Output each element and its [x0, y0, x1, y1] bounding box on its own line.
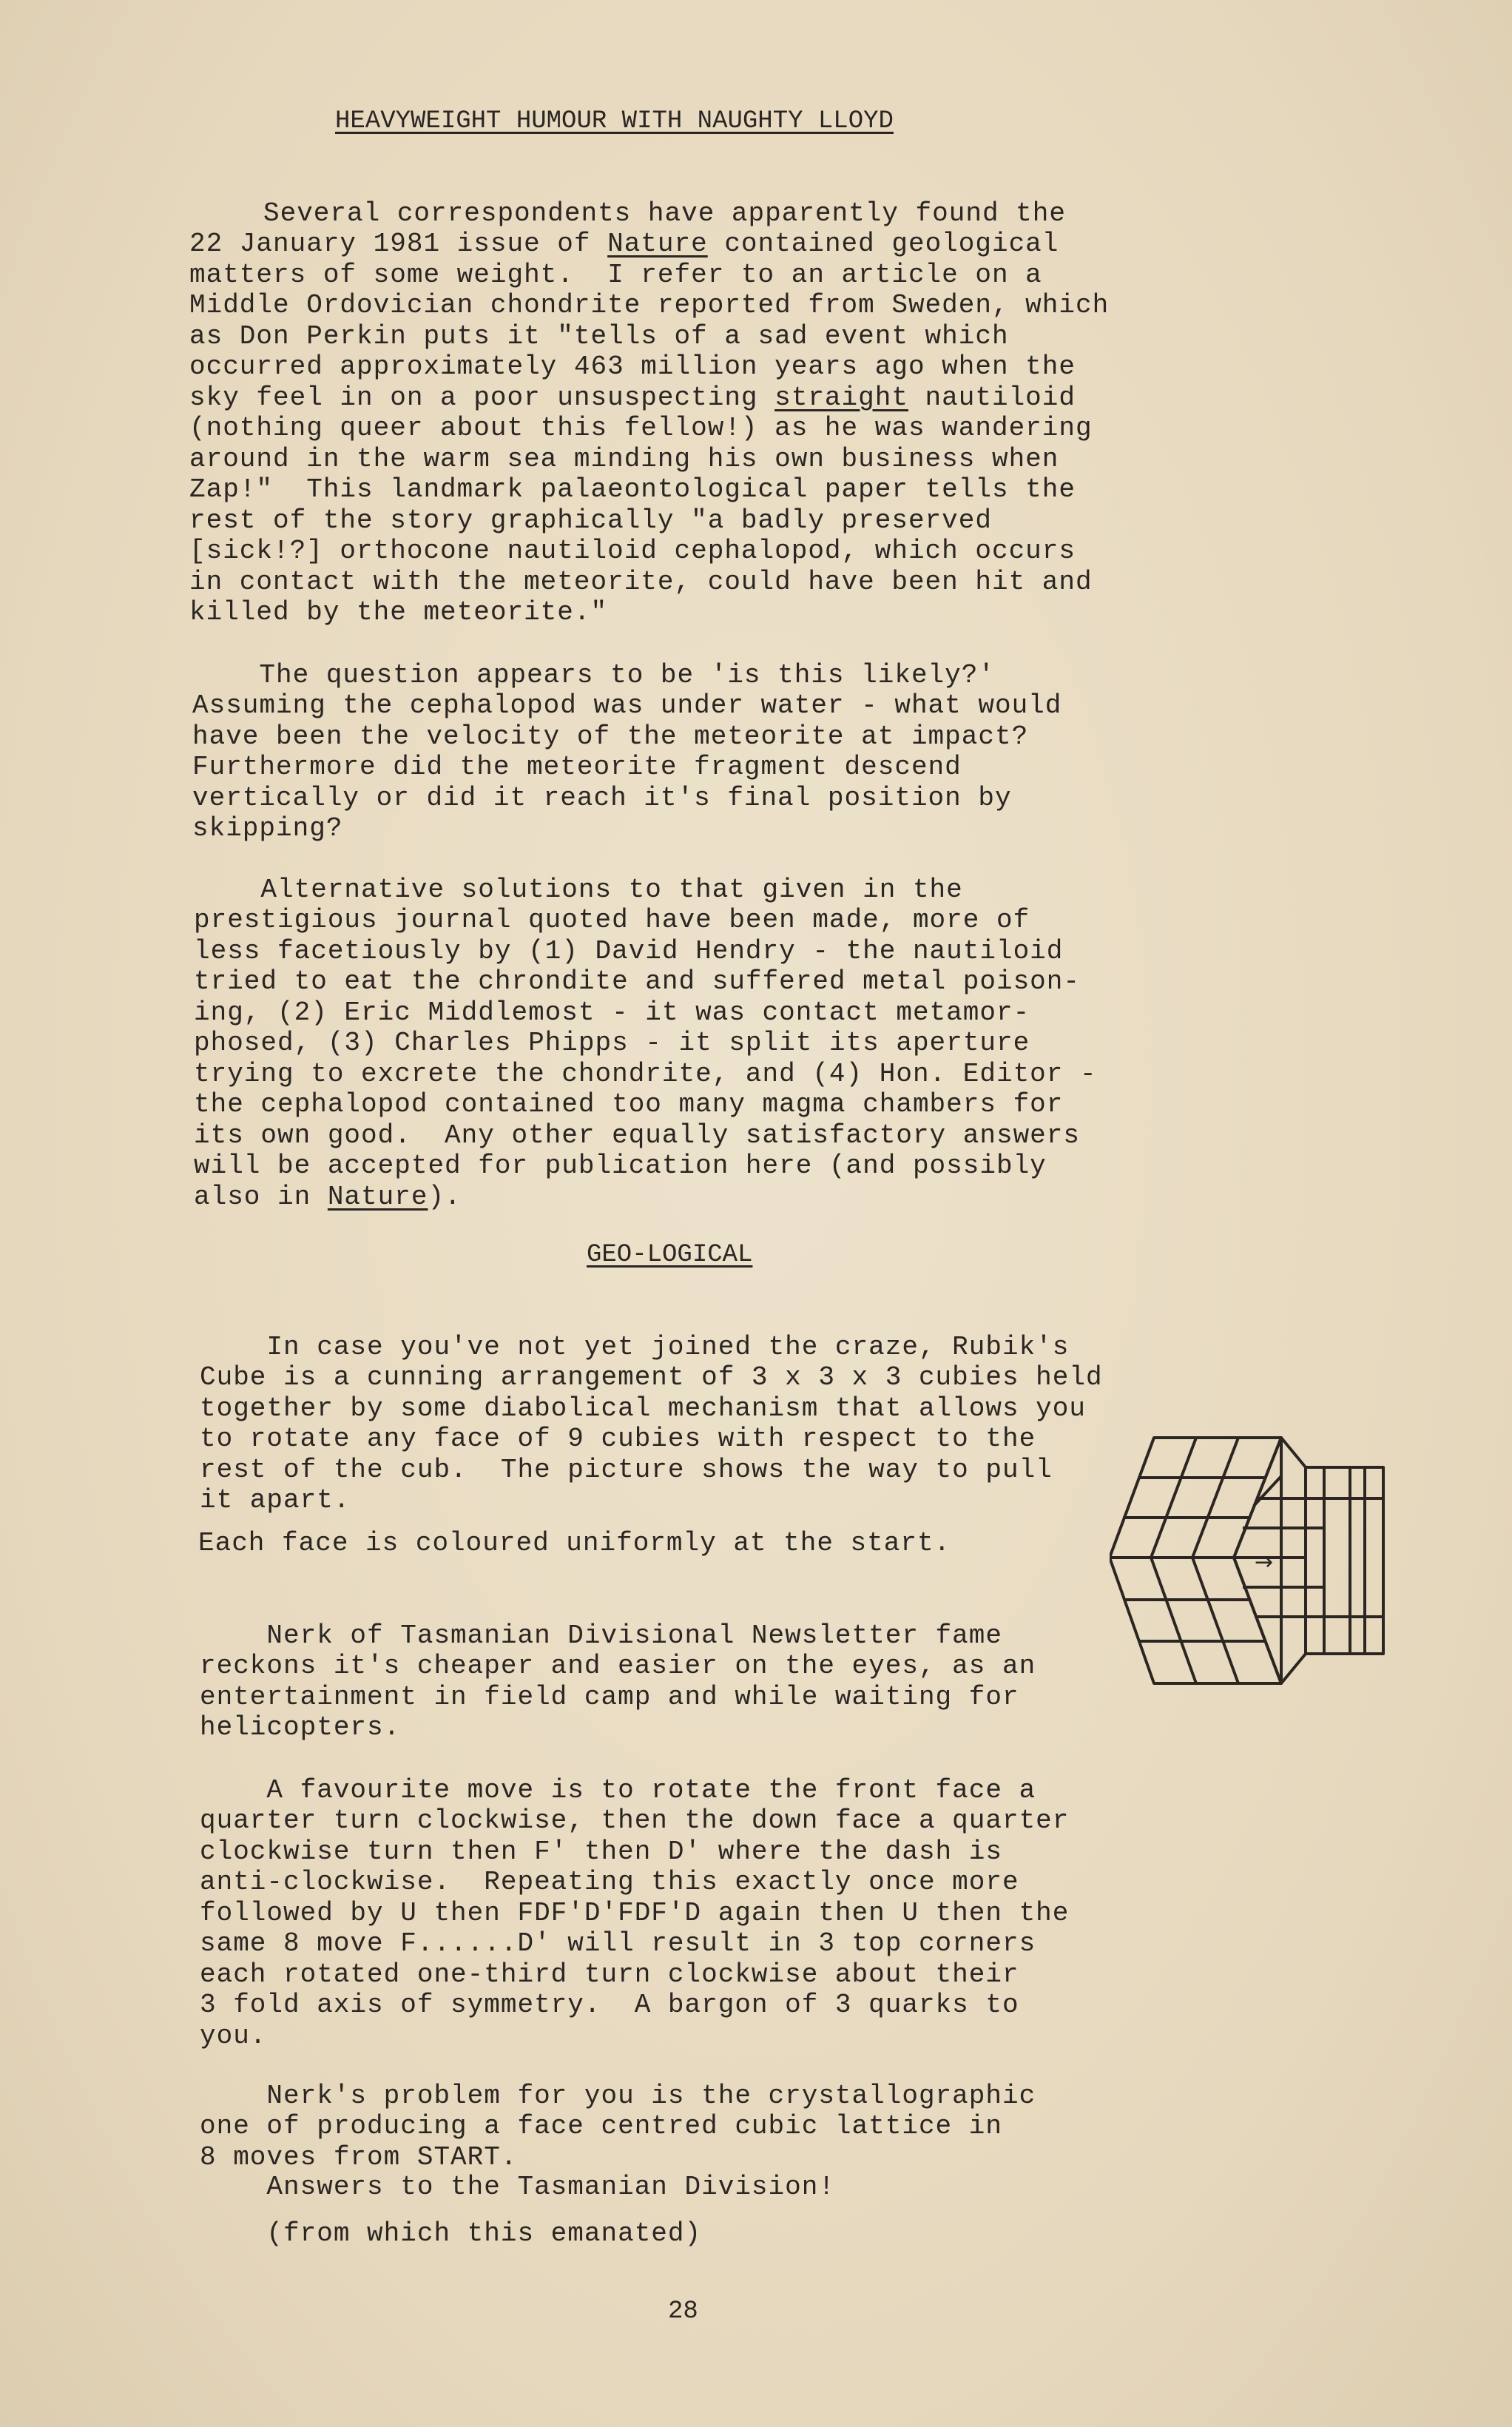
emphasis-straight: straight [774, 382, 908, 413]
line: occurred approximately 463 million years ago when the [189, 351, 1076, 382]
line: tried to eat the chrondite and suffered metal poison- [194, 966, 1080, 997]
cube-front-face [1110, 1558, 1281, 1683]
line: to rotate any face of 9 cubies with respect to the [200, 1424, 1036, 1454]
line: have been the velocity of the meteorite at impact? [192, 721, 1029, 752]
line: Nerk's problem for you is the crystallographic [200, 2080, 1036, 2111]
line: reckons it's cheaper and easier on the eyes, as an [200, 1651, 1036, 1681]
line: entertainment in field camp and while waiting for [200, 1681, 1019, 1712]
section-paragraph-7: (from which this emanated) [200, 2218, 702, 2249]
line: anti-clockwise. Repeating this exactly once more [200, 1867, 1019, 1897]
line: In case you've not yet joined the craze, Rubik's [200, 1331, 1070, 1362]
journal-name: Nature [607, 229, 708, 259]
line: you. [200, 2020, 267, 2051]
line: as Don Perkin puts it "tells of a sad event which [189, 320, 1009, 351]
line: Zap!" This landmark palaeontological paper tells the [189, 474, 1076, 505]
line: 8 moves from START. [200, 2141, 518, 2172]
line: its own good. Any other equally satisfactory answers [194, 1120, 1080, 1151]
section-paragraph-4 [200, 1744, 1069, 2051]
line: same 8 move F......D' will result in 3 top corners [200, 1928, 1036, 1959]
article-title: HEAVYWEIGHT HUMOUR WITH NAUGHTY LLOYD [335, 107, 894, 135]
line: less facetiously by (1) David Hendry - the nautiloid [194, 935, 1064, 966]
line: skipping? [192, 813, 343, 844]
section-title: GEO-LOGICAL [587, 1241, 753, 1269]
cube-top-face [1110, 1438, 1281, 1558]
line-text: nautiloid [908, 382, 1076, 413]
line: one of producing a face centred cubic lattice in [200, 2111, 1002, 2141]
line: will be accepted for publication here (and possibly [194, 1151, 1047, 1181]
line: each rotated one-third turn clockwise about their [200, 1959, 1019, 1990]
line: Alternative solutions to that given in the [194, 874, 963, 905]
line: helicopters. [200, 1712, 401, 1743]
journal-name: Nature [327, 1181, 428, 1212]
line: prestigious journal quoted have been made, more of [194, 905, 1030, 935]
line: Middle Ordovician chondrite reported from Sweden, which [189, 290, 1110, 320]
line: Cube is a cunning arrangement of 3 x 3 x 3 cubies held [200, 1362, 1103, 1393]
line: Assuming the cephalopod was under water - what would [192, 690, 1062, 721]
line: killed by the meteorite." [189, 597, 608, 627]
article-paragraph-3 [194, 844, 1097, 1212]
line: the cephalopod contained too many magma chambers for [194, 1089, 1064, 1120]
rubiks-cube-figure [1110, 1432, 1391, 1698]
line: ing, (2) Eric Middlemost - it was contact metamor- [194, 997, 1030, 1028]
line: matters of some weight. I refer to an article on a [189, 259, 1042, 290]
line: trying to excrete the chondrite, and (4) Hon. Editor - [194, 1058, 1097, 1089]
section-paragraph-2: Each face is coloured uniformly at the start. [198, 1528, 951, 1558]
section-paragraph-1 [200, 1301, 1103, 1516]
line-text: also in [194, 1181, 328, 1212]
line-text: ). [428, 1181, 462, 1212]
line: The question appears to be 'is this likely?' [192, 659, 995, 690]
line: 3 fold axis of symmetry. A bargon of 3 quarks to [200, 1990, 1019, 2020]
line: (nothing queer about this fellow!) as he was wandering [189, 413, 1093, 443]
line: A favourite move is to rotate the front face a [200, 1774, 1036, 1805]
line: Furthermore did the meteorite fragment descend [192, 752, 962, 782]
article-paragraph-2 [192, 629, 1062, 844]
line: together by some diabolical mechanism that allows you [200, 1393, 1086, 1424]
page-number: 28 [668, 2298, 698, 2326]
line: Several correspondents have apparently found the [263, 198, 1066, 229]
line: around in the warm sea minding his own business when [189, 443, 1059, 474]
line: phosed, (3) Charles Phipps - it split its aperture [194, 1028, 1030, 1058]
line-text: sky feel in on a poor unsuspecting [189, 382, 775, 413]
line-text: 22 January 1981 issue of [189, 229, 608, 259]
article-paragraph-1 [189, 167, 1109, 628]
line: followed by U then FDF'D'FDF'D again then U then the [200, 1897, 1070, 1928]
section-paragraph-6: Answers to the Tasmanian Division! [200, 2172, 835, 2202]
cube-arrow-icon: → [1255, 1549, 1274, 1575]
section-paragraph-3 [200, 1589, 1036, 1743]
line: quarter turn clockwise, then the down face a quarter [200, 1805, 1070, 1836]
line: rest of the cub. The picture shows the way to pull [200, 1454, 1053, 1485]
line: Nerk of Tasmanian Divisional Newsletter fame [200, 1620, 1002, 1651]
line: it apart. [200, 1485, 351, 1515]
line-text: contained geological [707, 229, 1059, 259]
line: rest of the story graphically "a badly preserved [189, 505, 992, 536]
line: clockwise turn then F' then D' where the dash is [200, 1836, 1002, 1867]
section-paragraph-5 [200, 2050, 1036, 2172]
line: vertically or did it reach it's final position by [192, 782, 1012, 813]
line: in contact with the meteorite, could have been hit and [189, 566, 1093, 597]
line: [sick!?] orthocone nautiloid cephalopod, which occurs [189, 536, 1076, 566]
